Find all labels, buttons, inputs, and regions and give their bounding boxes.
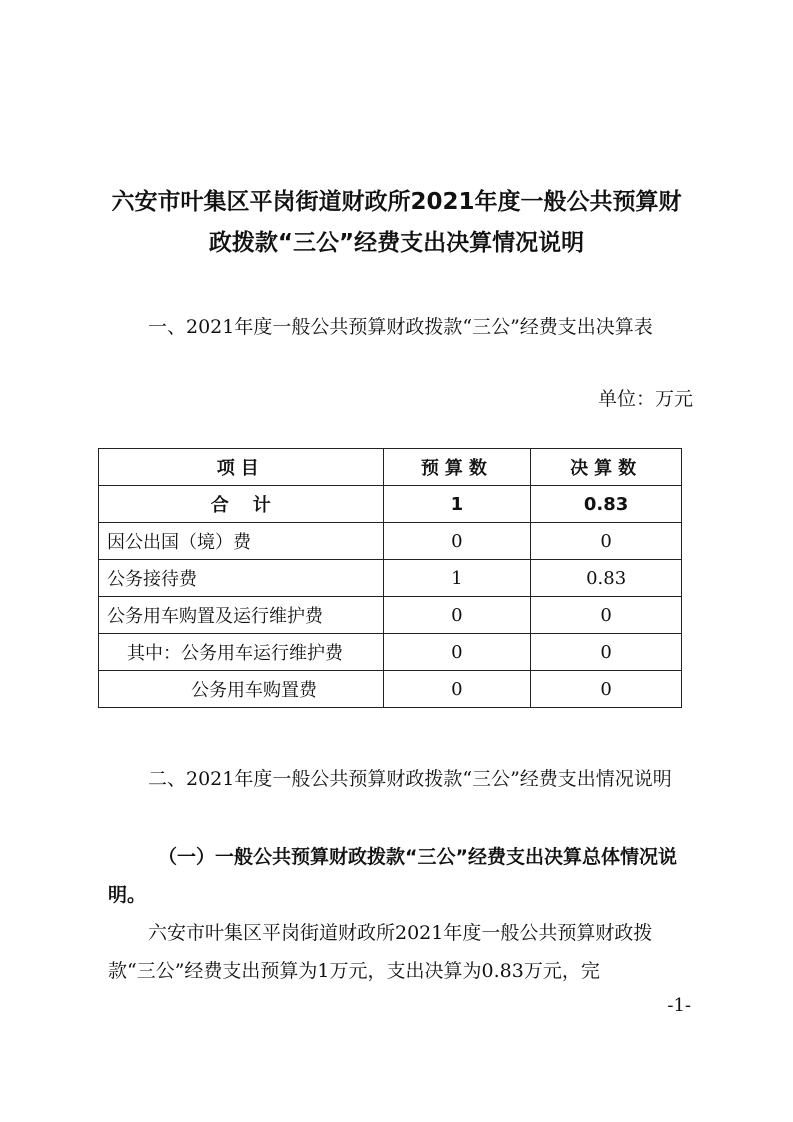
table-row bbox=[99, 523, 682, 560]
section-1-heading: 一、2021年度一般公共预算财政拨款“三公”经费支出决算表 bbox=[148, 316, 653, 338]
row-item-label: 公务接待费 bbox=[99, 560, 384, 597]
row-item-label: 公务用车购置及运行维护费 bbox=[99, 597, 384, 634]
subsection-1-heading: （一）一般公共预算财政拨款“三公”经费支出决算总体情况说明。 bbox=[108, 846, 677, 906]
body-paragraph: 六安市叶集区平岗街道财政所2021年度一般公共预算财政拨款“三公”经费支出预算为1万元，支出决算为0.83万元，完 bbox=[108, 922, 653, 982]
table-row bbox=[99, 560, 682, 597]
column-header-budget: 预算数 bbox=[383, 449, 531, 486]
column-header-actual: 决算数 bbox=[531, 449, 682, 486]
page-number: -1- bbox=[667, 995, 691, 1016]
row-item-label: 公务用车购置费 bbox=[99, 671, 384, 708]
row-actual-value: 0 bbox=[531, 634, 682, 671]
row-item-label: 合计 bbox=[99, 486, 384, 523]
document-title-line-2: 政拨款“三公”经费支出决算情况说明 bbox=[208, 230, 585, 256]
row-actual-value: 0 bbox=[531, 597, 682, 634]
row-item-label: 因公出国（境）费 bbox=[99, 523, 384, 560]
sangong-expenditure-table bbox=[98, 448, 682, 708]
row-item-label: 其中：公务用车运行维护费 bbox=[99, 634, 384, 671]
table-row bbox=[99, 671, 682, 708]
document-title-line-1: 六安市叶集区平岗街道财政所2021年度一般公共预算财 bbox=[111, 189, 682, 215]
row-budget-value: 1 bbox=[383, 560, 531, 597]
row-budget-value: 0 bbox=[383, 523, 531, 560]
row-actual-value: 0 bbox=[531, 523, 682, 560]
unit-label: 单位：万元 bbox=[597, 388, 693, 410]
column-header-item: 项目 bbox=[99, 449, 384, 486]
row-actual-value: 0.83 bbox=[531, 486, 682, 523]
row-budget-value: 0 bbox=[383, 634, 531, 671]
row-actual-value: 0.83 bbox=[531, 560, 682, 597]
row-budget-value: 0 bbox=[383, 671, 531, 708]
row-budget-value: 1 bbox=[383, 486, 531, 523]
section-2-heading: 二、2021年度一般公共预算财政拨款“三公”经费支出情况说明 bbox=[148, 768, 672, 790]
row-budget-value: 0 bbox=[383, 597, 531, 634]
table-row bbox=[99, 597, 682, 634]
table-row bbox=[99, 634, 682, 671]
table-header-row bbox=[99, 449, 682, 486]
table-row-total bbox=[99, 486, 682, 523]
row-actual-value: 0 bbox=[531, 671, 682, 708]
